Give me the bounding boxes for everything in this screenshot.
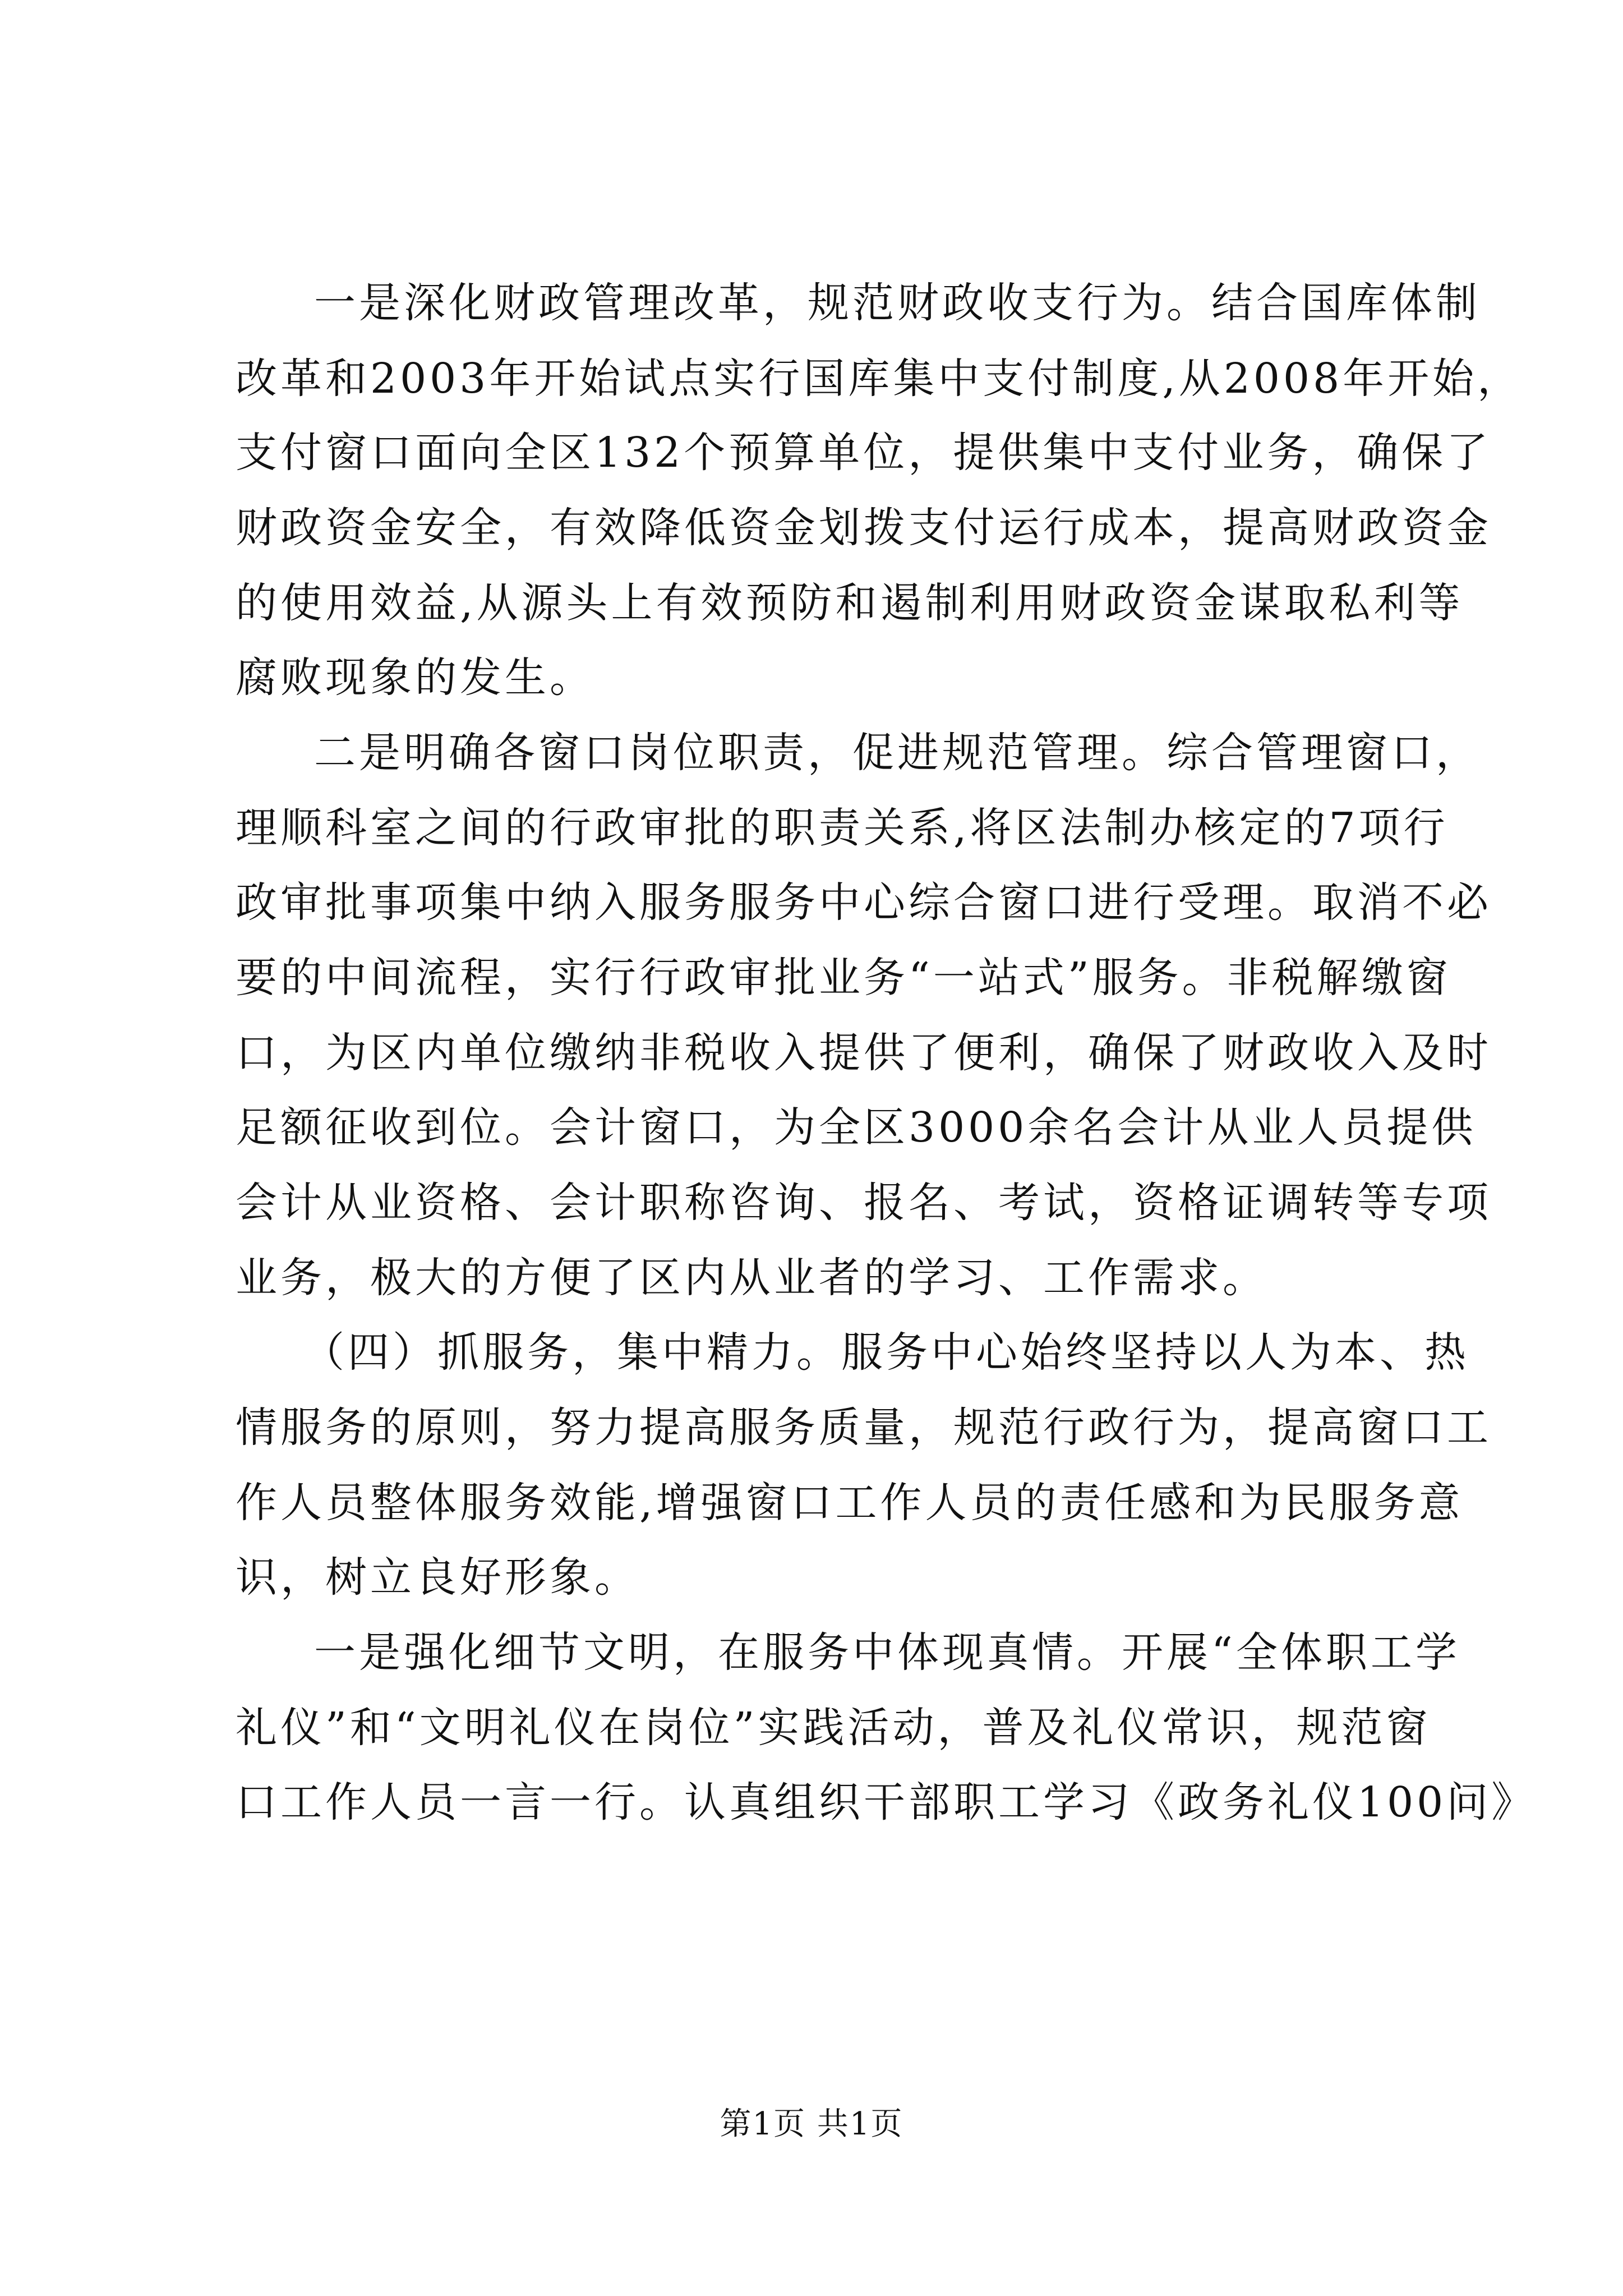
paragraph-3-line-2: 情服务的原则，努力提高服务质量，规范行政行为，提高窗口工 <box>236 1404 1492 1452</box>
paragraph-4-line-3: 口工作人员一言一行。认真组织干部职工学习《政务礼仪100问》 <box>236 1778 1537 1826</box>
paragraph-3-line-4: 识，树立良好形象。 <box>236 1553 639 1602</box>
paragraph-1-line-6: 腐败现象的发生。 <box>236 654 594 702</box>
paragraph-4-line-2: 礼仪”和“文明礼仪在岗位”实践活动，普及礼仪常识，规范窗 <box>236 1704 1431 1752</box>
paragraph-2-line-4: 要的中间流程，实行行政审批业务“一站式”服务。非税解缴窗 <box>236 954 1451 1002</box>
paragraph-2-line-6: 足额征收到位。会计窗口，为全区3000余名会计从业人员提供 <box>236 1103 1477 1152</box>
paragraph-2-line-5: 口，为区内单位缴纳非税收入提供了便利，确保了财政收入及时 <box>236 1029 1492 1077</box>
paragraph-1-line-4: 财政资金安全，有效降低资金划拨支付运行成本，提高财政资金 <box>236 504 1492 552</box>
paragraph-4-line-1: 一是强化细节文明，在服务中体现真情。开展“全体职工学 <box>314 1628 1460 1677</box>
section-4-heading-line: （四）抓服务，集中精力。服务中心始终坚持以人为本、热 <box>303 1328 1469 1377</box>
paragraph-2-line-7: 会计从业资格、会计职称咨询、报名、考试，资格证调转等专项 <box>236 1179 1492 1227</box>
paragraph-2-line-8: 业务，极大的方便了区内从业者的学习、工作需求。 <box>236 1254 1267 1302</box>
paragraph-3-line-3: 作人员整体服务效能,增强窗口工作人员的责任感和为民服务意 <box>236 1479 1464 1527</box>
paragraph-1-line-2: 改革和2003年开始试点实行国库集中支付制度,从2008年开始， <box>236 355 1523 403</box>
paragraph-1-line-3: 支付窗口面向全区132个预算单位，提供集中支付业务，确保了 <box>236 429 1492 477</box>
paragraph-2-line-1: 二是明确各窗口岗位职责，促进规范管理。综合管理窗口， <box>314 729 1481 777</box>
paragraph-2-line-2: 理顺科室之间的行政审批的职责关系,将区法制办核定的7项行 <box>236 804 1449 852</box>
paragraph-2-line-3: 政审批事项集中纳入服务服务中心综合窗口进行受理。取消不必 <box>236 878 1492 927</box>
paragraph-1-line-5: 的使用效益,从源头上有效预防和遏制利用财政资金谋取私利等 <box>236 579 1464 627</box>
page-number-footer: 第1页 共1页 <box>720 2106 903 2142</box>
paragraph-1-line-1: 一是深化财政管理改革，规范财政收支行为。结合国库体制 <box>314 279 1481 327</box>
